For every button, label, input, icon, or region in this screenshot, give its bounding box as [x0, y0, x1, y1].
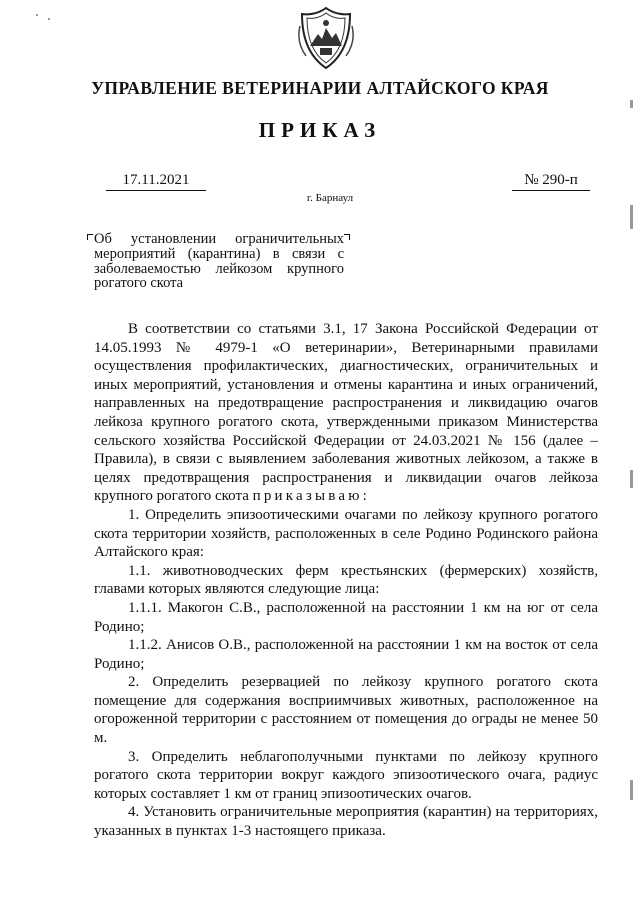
agency-name: УПРАВЛЕНИЕ ВЕТЕРИНАРИИ АЛТАЙСКОГО КРАЯ: [91, 78, 549, 98]
item-2: 2. Определить резервацией по лейкозу крупного рогатого скота помещение для содержания восприимчивых животных, расположенное на огороженной территории с расстоянием от помещения до ограды не менее 50 м.: [94, 674, 598, 747]
city-label: г. Барнаул: [306, 192, 354, 204]
item-1-1-2: 1.1.2. Анисов О.В., расположенной на расстоянии 1 км на восток от села Родино;: [94, 637, 598, 672]
item-1: 1. Определить эпизоотическими очагами по лейкозу крупного рогатого скота территории хозяйств, расположенных в селе Родино Родинского района Алтайского края:: [94, 506, 598, 561]
scan-speck: [36, 14, 38, 16]
order-keyword: приказываю:: [252, 488, 371, 505]
scan-edge-mark: [630, 470, 633, 488]
coat-of-arms-icon: [296, 6, 356, 72]
scan-speck: [48, 18, 50, 20]
scan-edge-mark: [630, 780, 633, 800]
scan-edge-mark: [630, 205, 633, 229]
item-3: 3. Определить неблагополучными пунктами по лейкозу крупного рогатого скота территории вокруг каждого эпизоотического очага, радиус которых составляет 1 км от границ эпизоотических очагов.: [94, 748, 598, 802]
scan-edge-mark: [630, 100, 633, 108]
item-4: 4. Установить ограничительные мероприятия (карантин) на территориях, указанных в пунктах 1-3 настоящего приказа.: [94, 804, 598, 840]
order-number: № 290-п: [512, 172, 590, 191]
order-subject: Об установлении ограничительных мероприятий (карантина) в связи с заболеваемостью лейкозом крупного рогатого скота: [94, 231, 344, 292]
order-body: [94, 320, 598, 841]
document-type-title: ПРИКАЗ: [258, 118, 382, 142]
preamble-text: В соответствии со статьями 3.1, 17 Закона Российской Федерации от 14.05.1993 № 4979-1 «О ветеринарии», Ветеринарными правилами осуществления профилактических, диагностических, ограничительных и иных мероприятий, установления и отмены карантина и иных ограничений, направленных на предотвращение распространения и ликвидацию очагов лейкоза крупного рогатого скота, утвержденными приказом Министерства сельского хозяйства Российской Федерации от 24.03.2021 № 156 (далее – Правила), в связи с выявлением заболевания животных лейкозом, а также в целях предотвращения распространения и ликвидации очагов лейкоза крупного рогатого скота: [94, 321, 598, 505]
item-1-1-1: 1.1.1. Макогон С.В., расположенной на расстоянии 1 км на юг от села Родино;: [94, 599, 598, 635]
item-1-1: 1.1. животноводческих ферм крестьянских (фермерских) хозяйств, главами которых являются следующие лица:: [94, 562, 598, 598]
order-date: 17.11.2021: [106, 172, 206, 191]
preamble-paragraph: [94, 320, 598, 506]
